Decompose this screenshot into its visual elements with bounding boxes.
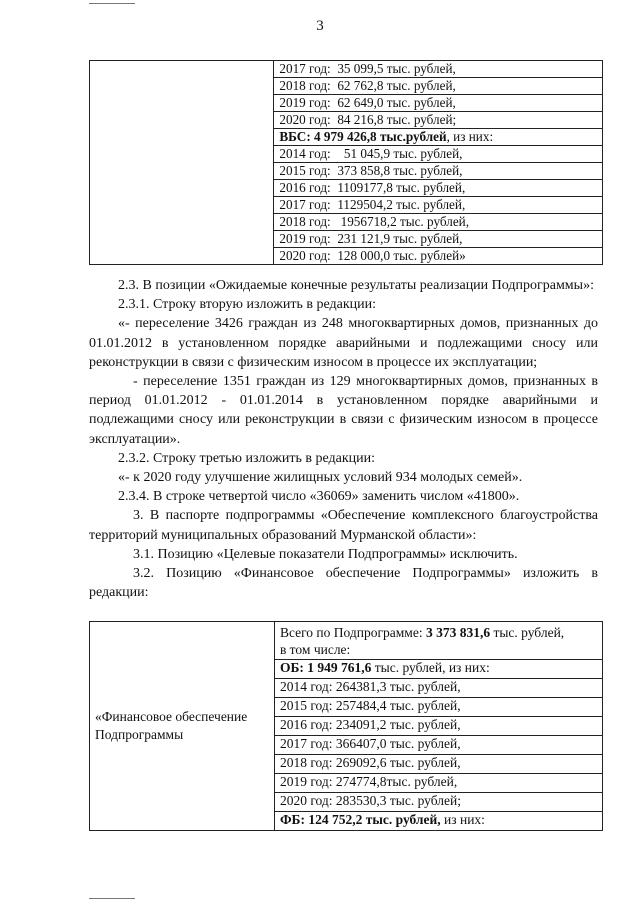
fb-rest: из них: bbox=[440, 812, 485, 827]
year-amount: 35 099,5 тыс. рублей, bbox=[330, 61, 456, 76]
table-row: 2019 год: 274774,8тыс. рублей, bbox=[274, 774, 602, 793]
bottom-margin-mark bbox=[89, 898, 135, 899]
table-row bbox=[274, 163, 603, 180]
ob-rest: тыс. рублей, из них: bbox=[371, 660, 490, 675]
table-row: 2017 год: 366407,0 тыс. рублей, bbox=[274, 736, 602, 755]
year-label: 2015 год: bbox=[279, 163, 331, 178]
table-row bbox=[274, 112, 603, 129]
year-label: 2020 год: bbox=[279, 112, 331, 127]
table-row bbox=[274, 214, 603, 231]
year-label: 2019 год: bbox=[279, 231, 331, 246]
paragraph-2-3-4: 2.3.4. В строке четвертой число «36069» заменить числом «41800». bbox=[118, 489, 520, 505]
total-cell bbox=[274, 622, 602, 660]
year-amount: 1129504,2 тыс. рублей, bbox=[330, 197, 466, 212]
table-row bbox=[274, 95, 603, 112]
table-row: 2016 год: 234091,2 тыс. рублей, bbox=[274, 717, 602, 736]
table-row: 2015 год: 257484,4 тыс. рублей, bbox=[274, 698, 602, 717]
paragraph-quote-3: «- к 2020 году улучшение жилищных условий 934 молодых семей». bbox=[118, 470, 523, 486]
fb-amount: ФБ: 124 752,2 тыс. рублей, bbox=[279, 812, 441, 827]
table-row: 2018 год: 269092,6 тыс. рублей, bbox=[274, 755, 602, 774]
financing-table bbox=[89, 621, 603, 831]
vbs-rest: , из них: bbox=[446, 129, 494, 144]
table-row bbox=[274, 146, 603, 163]
page-number: 3 bbox=[316, 18, 324, 34]
paragraph-3-1: 3.1. Позицию «Целевые показатели Подпрограммы» исключить. bbox=[133, 546, 518, 562]
top-margin-mark bbox=[89, 3, 135, 4]
financing-label: «Финансовое обеспечение Подпрограммы bbox=[95, 709, 248, 742]
year-amount: 1109177,8 тыс. рублей, bbox=[330, 180, 466, 195]
year-amount: 128 000,0 тыс. рублей» bbox=[330, 248, 466, 263]
body-text bbox=[89, 276, 598, 602]
year-amount: 62 762,8 тыс. рублей, bbox=[330, 78, 456, 93]
table-row bbox=[274, 248, 603, 265]
table-row bbox=[274, 180, 603, 197]
year-label: 2019 год: bbox=[279, 95, 331, 110]
year-label: 2018 год: bbox=[279, 78, 331, 93]
vbs-amount: ВБС: 4 979 426,8 тыс.рублей bbox=[279, 129, 447, 144]
total-prefix: Всего по Подпрограмме: bbox=[279, 625, 426, 640]
paragraph-2-3-2: 2.3.2. Строку третью изложить в редакции: bbox=[118, 450, 375, 466]
table-row bbox=[274, 231, 603, 248]
paragraph-quote-2: - переселение 1351 граждан из 129 многоквартирных домов, признанных в период 01.01.2012 - 01.01.2014 в установленном порядке аварийными и подлежащими сносу или реконструкции в связи с физическим износом в процессе эксплуатации». bbox=[89, 374, 598, 447]
paragraph-3: 3. В паспорте подпрограммы «Обеспечение комплексного благоустройства территорий муниципальных образований Мурманской области»: bbox=[89, 508, 598, 543]
financing-label-cell bbox=[90, 622, 275, 831]
year-label: 2016 год: bbox=[279, 180, 331, 195]
including-label: в том числе: bbox=[279, 642, 351, 657]
paragraph-2-3: 2.3. В позиции «Ожидаемые конечные результаты реализации Подпрограммы»: bbox=[118, 278, 594, 293]
year-amount: 84 216,8 тыс. рублей; bbox=[330, 112, 457, 127]
year-label: 2017 год: bbox=[279, 61, 331, 76]
year-amount: 373 858,8 тыс. рублей, bbox=[330, 163, 463, 178]
year-label: 2020 год: bbox=[279, 248, 331, 263]
year-amount: 51 045,9 тыс. рублей, bbox=[330, 146, 463, 161]
financing-table-continued bbox=[89, 60, 603, 265]
year-label: 2017 год: bbox=[279, 197, 331, 212]
table-row bbox=[274, 78, 603, 95]
ob-amount: ОБ: 1 949 761,6 bbox=[279, 660, 372, 675]
table1-empty-label-cell bbox=[90, 61, 274, 265]
table-row: 2020 год: 283530,3 тыс. рублей; bbox=[274, 793, 602, 812]
paragraph-3-2: 3.2. Позицию «Финансовое обеспечение Подпрограммы» изложить в редакции: bbox=[89, 566, 598, 601]
fb-row bbox=[274, 812, 602, 831]
year-amount: 1956718,2 тыс. рублей, bbox=[330, 214, 470, 229]
year-label: 2014 год: bbox=[279, 146, 331, 161]
year-label: 2018 год: bbox=[279, 214, 331, 229]
paragraph-quote-1: «- переселение 3426 граждан из 248 многоквартирных домов, признанных до 01.01.2012 в установленном порядке аварийными и подлежащими сносу или реконструкции в связи с физическим износом в процессе их эксплуатации; bbox=[89, 316, 598, 370]
table-row bbox=[274, 197, 603, 214]
table-row: 2014 год: 264381,3 тыс. рублей, bbox=[274, 679, 602, 698]
paragraph-2-3-1: 2.3.1. Строку вторую изложить в редакции: bbox=[118, 297, 376, 313]
ob-row bbox=[274, 660, 602, 679]
table-row bbox=[274, 129, 603, 146]
total-amount: 3 373 831,6 bbox=[425, 625, 491, 640]
table-row bbox=[274, 61, 603, 78]
year-amount: 231 121,9 тыс. рублей, bbox=[330, 231, 463, 246]
year-amount: 62 649,0 тыс. рублей, bbox=[330, 95, 456, 110]
total-suffix: тыс. рублей, bbox=[490, 625, 565, 640]
